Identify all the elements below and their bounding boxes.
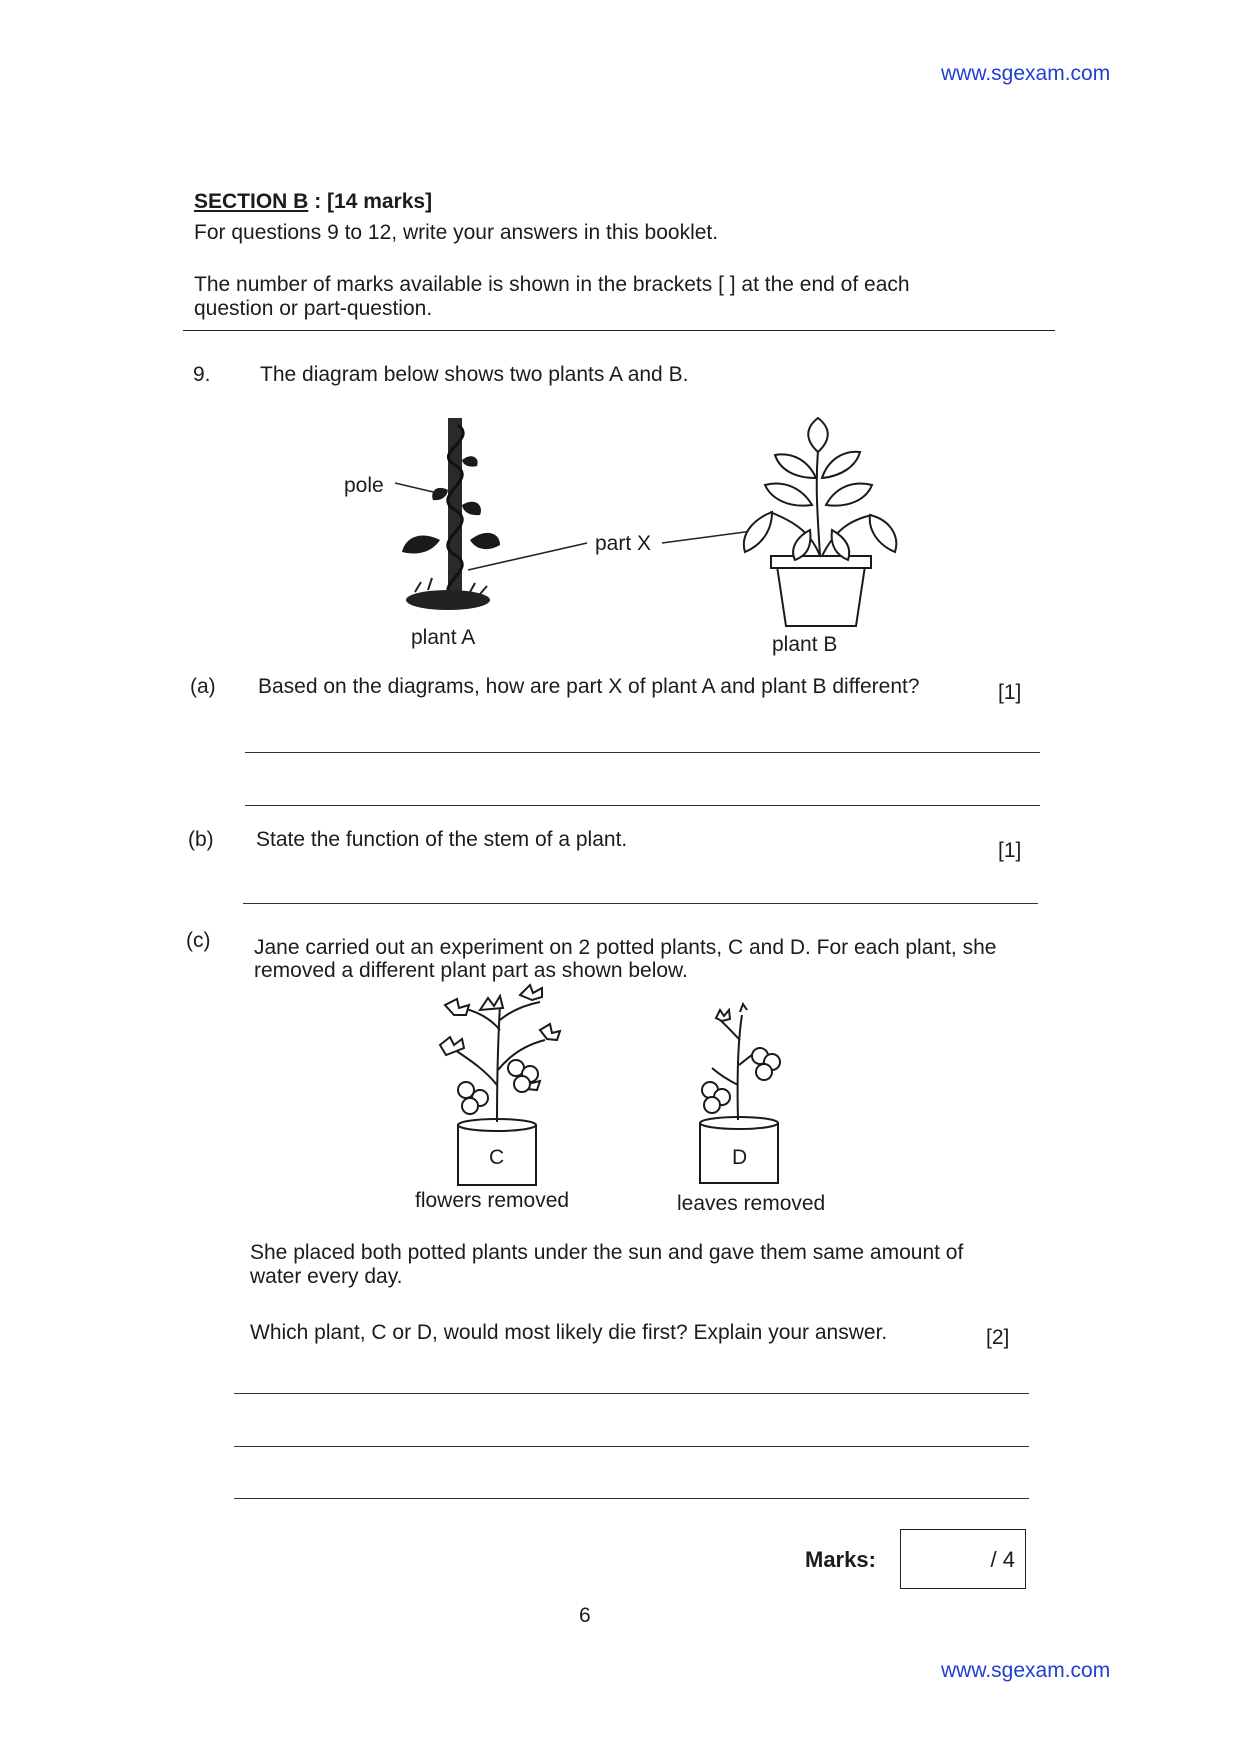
caption-flowers-removed: flowers removed: [415, 1189, 570, 1212]
part-c-question: Which plant, C or D, would most likely die first? Explain your answer.: [250, 1321, 888, 1344]
header-url: www.sgexam.com: [941, 62, 1111, 85]
marks-instruction-line1: The number of marks available is shown in the brackets [ ] at the end of each: [194, 273, 910, 296]
label-part-x: part X: [595, 532, 652, 555]
part-c-label: (c): [186, 929, 211, 952]
part-a-marks: [1]: [998, 681, 1022, 704]
part-c-text-line4: water every day.: [250, 1265, 403, 1288]
marks-instruction-line2: question or part-question.: [194, 297, 433, 320]
marks-value: / 4: [990, 1547, 1015, 1572]
page-number: 6: [579, 1604, 591, 1627]
caption-leaves-removed: leaves removed: [677, 1192, 826, 1215]
footer-url: www.sgexam.com: [941, 1659, 1111, 1682]
pot-c-label: C: [489, 1146, 505, 1169]
label-pole: pole: [344, 474, 384, 497]
marks-box[interactable]: [900, 1529, 1026, 1589]
section-instruction: For questions 9 to 12, write your answers in this booklet.: [194, 221, 719, 244]
part-c-text-line3: She placed both potted plants under the sun and gave them same amount of: [250, 1241, 964, 1264]
pot-d-label: D: [732, 1146, 748, 1169]
marks-label: Marks:: [805, 1547, 876, 1572]
answer-line-c3[interactable]: [234, 1498, 1029, 1499]
question-stem: The diagram below shows two plants A and B.: [260, 363, 689, 386]
part-c-text-line1: Jane carried out an experiment on 2 potted plants, C and D. For each plant, she: [254, 936, 997, 959]
part-b-text: State the function of the stem of a plant.: [256, 828, 628, 851]
answer-line-c2[interactable]: [234, 1446, 1029, 1447]
part-c-marks: [2]: [986, 1326, 1010, 1349]
part-a-text: Based on the diagrams, how are part X of plant A and plant B different?: [258, 675, 920, 698]
label-plant-a: plant A: [411, 626, 476, 649]
part-b-label: (b): [188, 828, 214, 851]
section-title: SECTION B: [194, 190, 309, 213]
question-number: 9.: [193, 363, 211, 386]
part-c-text-line2: removed a different plant part as shown below.: [254, 959, 688, 982]
section-marks: : [14 marks]: [314, 190, 433, 213]
label-plant-b: plant B: [772, 633, 838, 656]
answer-line-c1[interactable]: [234, 1393, 1029, 1394]
part-a-label: (a): [190, 675, 216, 698]
part-b-marks: [1]: [998, 839, 1022, 862]
